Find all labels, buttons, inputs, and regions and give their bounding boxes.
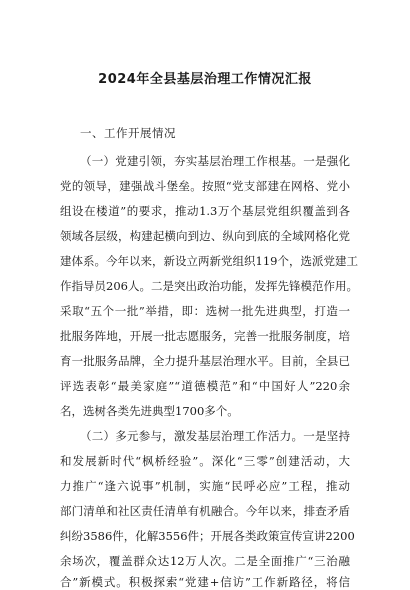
paragraph-line: 建体系。今年以来，新设立两新党组织119个，选派党建工 bbox=[60, 254, 358, 268]
section-heading: 一、工作开展情况 bbox=[80, 126, 176, 140]
paragraph-line: 育一批服务品牌，全力提升基层治理水平。目前，全县已 bbox=[60, 354, 350, 368]
paragraph-line: 余场次，覆盖群众达12万人次。二是全面推广“三治融 bbox=[60, 554, 350, 568]
paragraph-line: 部门清单和社区责任清单有机融合。今年以来，排查矛盾 bbox=[60, 504, 350, 518]
document-title: 2024年全县基层治理工作情况汇报 bbox=[98, 72, 312, 87]
paragraph-line: 名，选树各类先进典型1700多个。 bbox=[60, 404, 239, 418]
paragraph-line: 组设在楼道”的要求，推动1.3万个基层党组织覆盖到各 bbox=[60, 204, 350, 218]
paragraph-line: 采取“五个一批”举措，即：选树一批先进典型，打造一 bbox=[60, 304, 350, 318]
paragraph-line: 纠纷3586件，化解3556件；开展各类政策宣传宣讲2200 bbox=[60, 529, 355, 543]
paragraph-line: （二）多元参与，激发基层治理工作活力。一是坚持 bbox=[80, 429, 350, 443]
paragraph-line: 评选表彰“最美家庭”“道德模范”和“中国好人”220余 bbox=[60, 379, 350, 393]
paragraph-line: 批服务阵地，开展一批志愿服务，完善一批服务制度，培 bbox=[60, 329, 350, 343]
paragraph-line: 领域各层级，构建起横向到边、纵向到底的全域网格化党 bbox=[60, 229, 350, 243]
paragraph-line: 党的领导，建强战斗堡垒。按照“党支部建在网格、党小 bbox=[60, 179, 350, 193]
paragraph-line: 合”新模式。积极探索“党建+信访”工作新路径，将信 bbox=[60, 575, 350, 589]
paragraph-line: 力推广“逢六说事”机制，实施“民呼必应”工程，推动 bbox=[60, 479, 350, 493]
paragraph-line: 和发展新时代“枫桥经验”。深化“三零”创建活动，大 bbox=[60, 454, 350, 468]
paragraph-line: 作指导员206人。二是突出政治功能，发挥先锋模范作用。 bbox=[60, 279, 358, 293]
paragraph-line: （一）党建引领，夯实基层治理工作根基。一是强化 bbox=[80, 154, 350, 168]
